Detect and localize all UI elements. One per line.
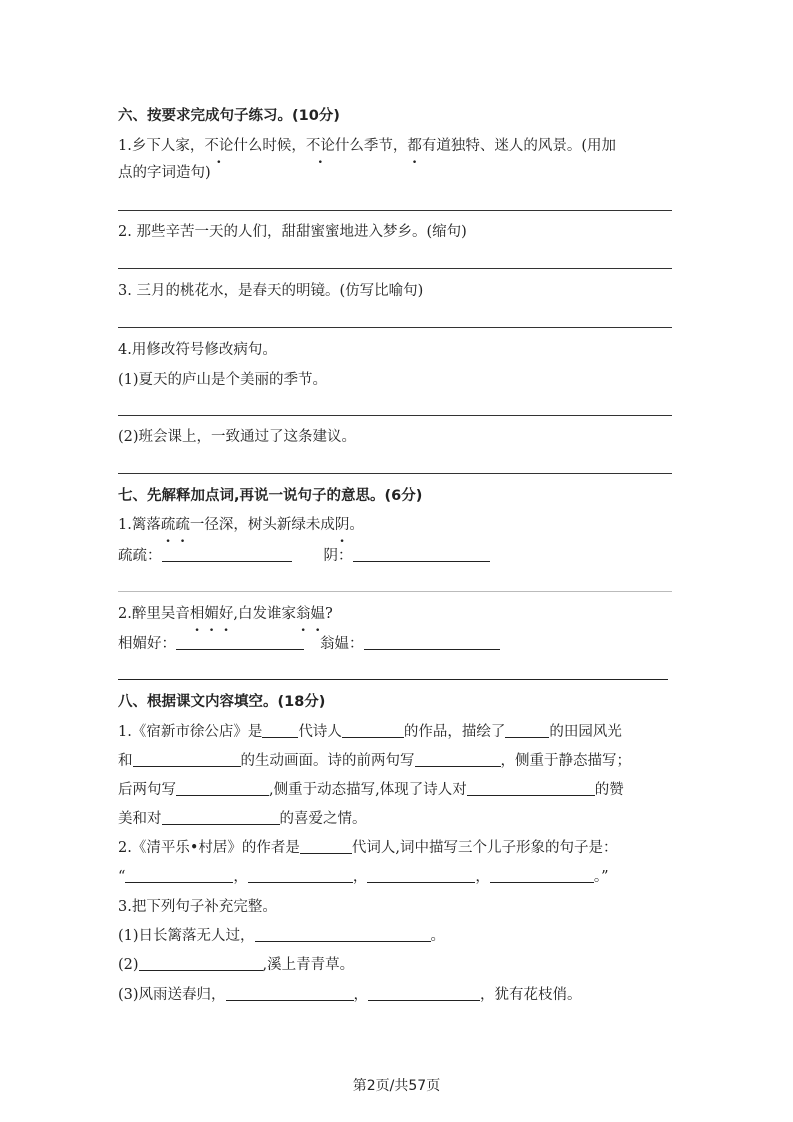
dotted-word: 都 [407,138,422,154]
punctuation: ， [352,869,368,885]
poem-text: 1.篱落 [118,517,161,533]
fill-blank[interactable] [248,867,353,883]
fill-blank[interactable] [176,780,269,796]
fill-blank[interactable] [262,722,298,738]
fill-blank[interactable] [133,751,241,767]
sec6-q3: 3. 三月的桃花水，是春天的明镜。(仿写比喻句) [118,283,424,299]
fill-blank[interactable] [353,546,490,562]
page-number: 第2页/共57页 [352,1078,441,1094]
q1-text: 有道独特、迷人的风景。(用加 [421,138,616,154]
dotted-word: 相 [189,606,205,622]
fill-blank[interactable] [255,926,431,942]
poem-text: ,白发谁家 [233,606,296,622]
sec8-line-7: 3.把下列句子补充完整。 [118,899,277,915]
question-text: 1.《宿新市徐公店》是 [118,724,263,740]
fill-blank[interactable] [367,867,475,883]
answer-line[interactable] [118,415,672,416]
sec8-line-1 [118,722,622,742]
fill-blank[interactable] [342,722,404,738]
fill-blank[interactable] [300,838,352,854]
sec6-q4: 4.用修改符号修改病句。 [118,342,277,358]
question-text: 的喜爱之情。 [279,811,367,827]
sec8-line-9 [118,955,354,975]
section-7-title: 七、先解释加点词,再说一说句子的意思。(6分) [118,488,423,504]
question-text: (1)日长篱落无人过， [118,928,255,944]
question-text: 2.《清平乐•村居》的作者是 [118,840,300,856]
fill-blank[interactable] [162,546,292,562]
blank-label: 阴： [323,548,353,564]
section-8-title: 八、根据课文内容填空。(18分) [118,694,326,710]
dotted-word: 不论 [204,138,234,154]
question-text: 代词人,词中描写三个儿子形象的句子是： [351,840,618,856]
poem-text: ? [324,606,333,622]
answer-line[interactable] [118,679,668,680]
question-text: (3)风雨送春归， [118,987,226,1003]
sec8-line-2 [118,751,631,771]
sec7-q1 [118,515,364,535]
dotted-word: 媪 [310,606,325,622]
question-text: 的作品，描绘了 [403,724,506,740]
sec6-q2: 2. 那些辛苦一天的人们，甜甜蜜蜜地进入梦乡。(缩句) [118,224,467,240]
punctuation: ， [475,869,490,885]
poem-text: 2.醉里吴音 [118,606,190,622]
dotted-word: 不论 [305,138,335,154]
question-text: 的田园风光 [549,724,622,740]
fill-blank[interactable] [505,722,549,738]
question-text: 代诗人 [298,724,342,740]
fill-blank[interactable] [467,780,595,796]
q1-text: 什么时候， [233,138,306,154]
question-text: ,溪上青青草。 [262,957,355,973]
sec8-line-4 [118,809,367,829]
blank-label: 疏疏： [118,548,162,564]
question-text: ,侧重于动态描写,体现了诗人对 [269,782,467,798]
question-text: (2) [118,957,139,973]
punctuation: ， [233,869,248,885]
answer-line[interactable] [118,327,672,328]
punctuation: 。 [430,928,446,944]
sec8-line-3 [118,780,624,800]
fill-blank[interactable] [139,955,263,971]
fill-blank[interactable] [226,985,354,1001]
question-text: ，侧重于静态描写； [500,753,631,769]
question-text: ，犹有花枝俏。 [480,987,582,1003]
quote-mark: “ [118,869,126,885]
punctuation: ， [353,987,369,1003]
answer-line[interactable] [118,591,672,592]
quote-mark: 。” [593,869,609,885]
fill-blank[interactable] [125,867,233,883]
sec6-q4-2: (2)班会课上，一致通过了这条建议。 [118,429,357,445]
blank-label: 相媚好： [118,636,176,652]
blank-label: 翁媪： [320,636,364,652]
sec6-q1-cont: 点的字词造句) [118,165,211,181]
fill-blank[interactable] [176,634,304,650]
sec8-line-8 [118,926,445,946]
dotted-word: 媚 [204,606,219,622]
fill-blank[interactable] [162,809,280,825]
answer-line[interactable] [118,210,672,211]
sec7-q2-blanks [118,634,500,654]
sec7-q2 [118,604,333,624]
sec8-line-5 [118,838,618,858]
question-text: 的赞 [594,782,624,798]
dotted-word: 阴 [334,517,350,533]
fill-blank[interactable] [490,867,594,883]
dotted-word: 疏 [160,517,176,533]
answer-line[interactable] [118,473,672,474]
q1-text: 什么季节， [334,138,408,154]
q1-text: 1.乡下人家， [118,138,205,154]
sec6-q1 [118,136,616,156]
question-text: 美和对 [118,811,162,827]
dotted-word: 翁 [295,606,311,622]
fill-blank[interactable] [364,634,500,650]
sec6-q4-1: (1)夏天的庐山是个美丽的季节。 [118,372,328,388]
section-6-title: 六、按要求完成句子练习。(10分) [118,108,340,124]
dotted-word: 疏 [175,517,190,533]
fill-blank[interactable] [415,751,501,767]
question-text: 的生动画面。诗的前两句写 [240,753,415,769]
dotted-word: 好 [218,606,234,622]
sec8-line-6 [118,867,609,887]
poem-text: 一径深，树头新绿未成 [189,517,335,533]
question-text: 后两句写 [118,782,176,798]
question-text: 和 [118,753,133,769]
poem-text: 。 [349,517,364,533]
fill-blank[interactable] [368,985,480,1001]
answer-line[interactable] [118,268,672,269]
sec8-line-10 [118,985,582,1005]
sec7-q1-blanks [118,546,490,566]
